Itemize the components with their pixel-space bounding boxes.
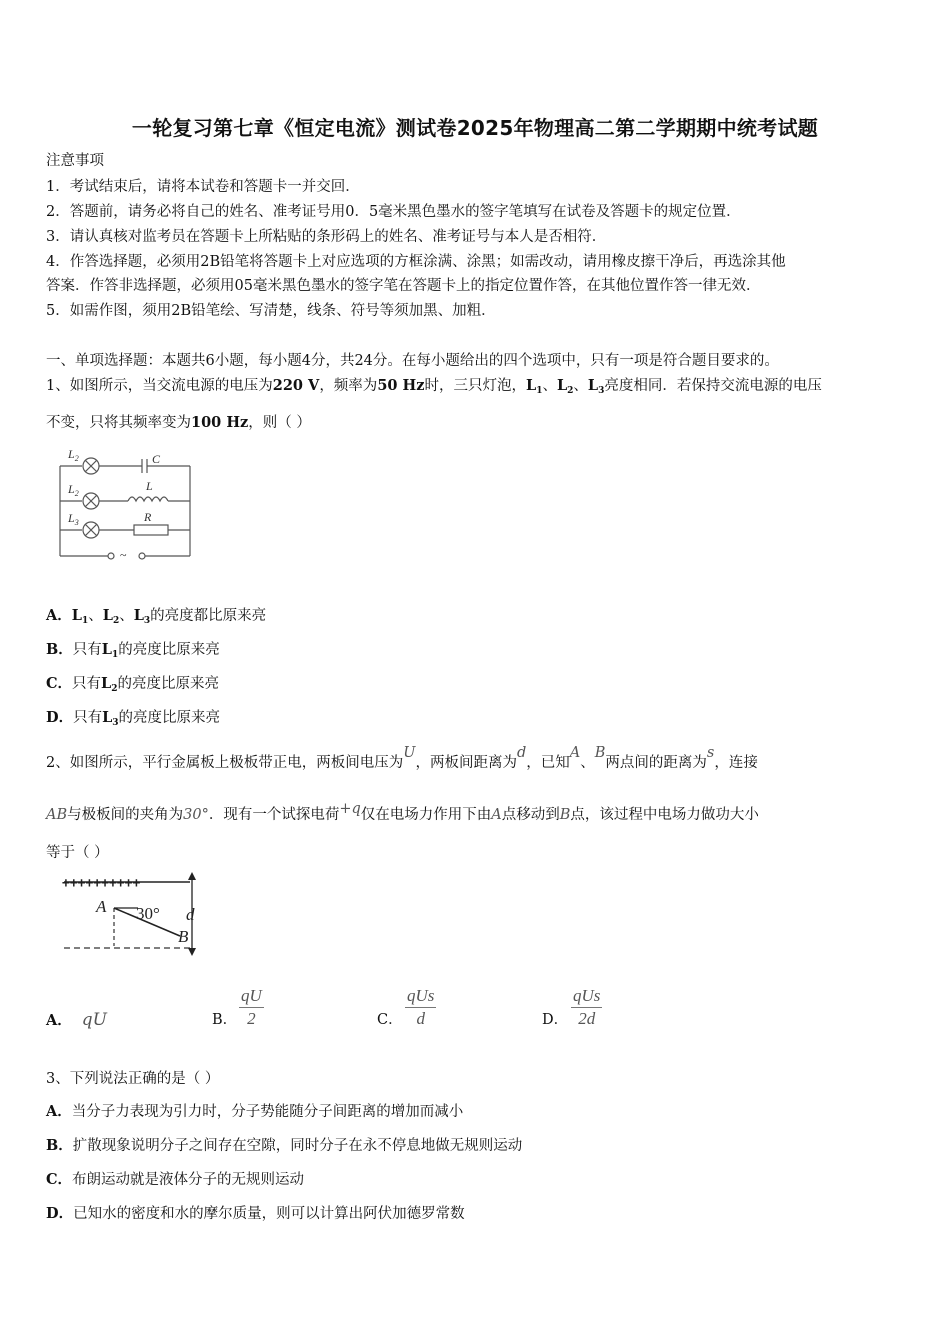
section-heading: 一、单项选择题：本题共6小题，每小题4分，共24分。在每小题给出的四个选项中，只有一项是符合题目要求的。 xyxy=(46,353,779,369)
notice-heading: 注意事项 xyxy=(46,153,104,169)
notice-item: 3．请认真核对监考员在答题卡上所粘贴的条形码上的姓名、准考证号与本人是否相符． xyxy=(46,229,607,245)
q1-stem-line2: 不变，只将其频率变为100 Hz，则（ ） xyxy=(46,414,311,431)
page-title: 一轮复习第七章《恒定电流》测试卷2025年物理高二第二学期期中统考试题 xyxy=(131,116,819,140)
notice-item: 答案．作答非选择题，必须用05毫米黑色墨水的签字笔在答题卡上的指定位置作答，在其他位置作答一律无效． xyxy=(46,278,761,294)
plate-charge-signs: ++++++++++ xyxy=(62,876,141,891)
q3-option-d: D．已知水的密度和水的摩尔质量，则可以计算出阿伏加德罗常数 xyxy=(46,1205,465,1222)
fig-point-a: A xyxy=(96,897,107,916)
q3-option-b: B．扩散现象说明分子之间存在空隙，同时分子在永不停息地做无规则运动 xyxy=(46,1137,523,1154)
notice-item: 5．如需作图，须用2B铅笔绘、写清楚，线条、符号等须加黑、加粗． xyxy=(46,303,496,319)
q2-option-d-label: D． xyxy=(542,1012,569,1028)
fig-point-b: B xyxy=(178,927,189,946)
q2-option-b-label: B． xyxy=(212,1012,238,1028)
q1-option-b: B．只有$L_1$的亮度比原来亮 xyxy=(46,641,220,660)
notice-item: 4．作答选择题，必须用2B铅笔将答题卡上对应选项的方框涂满、涂黑；如需改动，请用橡皮擦干净后，再选涂其他 xyxy=(46,254,786,270)
fig-angle-label: 30° xyxy=(136,904,160,923)
notice-item: 1．考试结束后，请将本试卷和答题卡一并交回． xyxy=(46,179,360,195)
fig-distance-d: d xyxy=(186,905,195,924)
q1-stem-line1: 1、如图所示，当交流电源的电压为220 V，频率为50 Hz时，三只灯泡，$L_1$、$L_2$、$L_3$亮度相同．若保持交流电源的电压 xyxy=(46,377,822,396)
q2-option-a: A． qU xyxy=(46,1010,107,1030)
q2-plates-figure xyxy=(58,870,208,960)
q2-option-c-label: C． xyxy=(377,1012,403,1028)
notice-item: 2．答题前，请务必将自己的姓名、准考证号用0．5毫米黑色墨水的签字笔填写在试卷及答题卡的规定位置． xyxy=(46,204,741,220)
q1-option-d: D．只有$L_3$的亮度比原来亮 xyxy=(46,709,221,728)
fig-label-r: R xyxy=(144,510,152,524)
q2-option-b-fraction: $\frac{qU}{2}$ xyxy=(241,986,262,1028)
q2-option-c-fraction: qUs d xyxy=(407,986,435,1028)
fig-label-inductor: L xyxy=(146,479,153,493)
fig-label-ac: ~ xyxy=(120,548,127,562)
q3-stem: 3、下列说法正确的是（ ） xyxy=(46,1071,220,1087)
q2-stem-line3: 等于（ ） xyxy=(46,845,109,861)
q2-option-d-fraction: qUs 2d xyxy=(573,986,601,1028)
q2-stem-line2: AB与极板间的夹角为30°．现有一个试探电荷+q仅在电场力作用下由A点移动到B点，该过程中电场力做功大小 xyxy=(46,801,759,823)
q2-stem-line1: 2、如图所示，平行金属板上极板带正电，两板间电压为U，两板间距离为d，已知A、B两点间的距离为s，连接 xyxy=(46,745,758,771)
q3-option-c: C．布朗运动就是液体分子的无规则运动 xyxy=(46,1171,305,1188)
q3-option-a: A．当分子力表现为引力时，分子势能随分子间距离的增加而减小 xyxy=(46,1103,464,1120)
fig-label-l3: $L_3$ xyxy=(68,511,79,527)
fig-label-l2: $L_2$ xyxy=(68,447,79,463)
fig-label-c: C xyxy=(152,452,161,466)
q1-option-a: A．$L_1$、$L_2$、$L_3$的亮度都比原来亮 xyxy=(46,607,267,626)
fig-label-l2b: $L_2$ xyxy=(68,482,79,498)
q1-option-c: C．只有$L_2$的亮度比原来亮 xyxy=(46,675,220,694)
q1-circuit-figure xyxy=(58,446,198,568)
